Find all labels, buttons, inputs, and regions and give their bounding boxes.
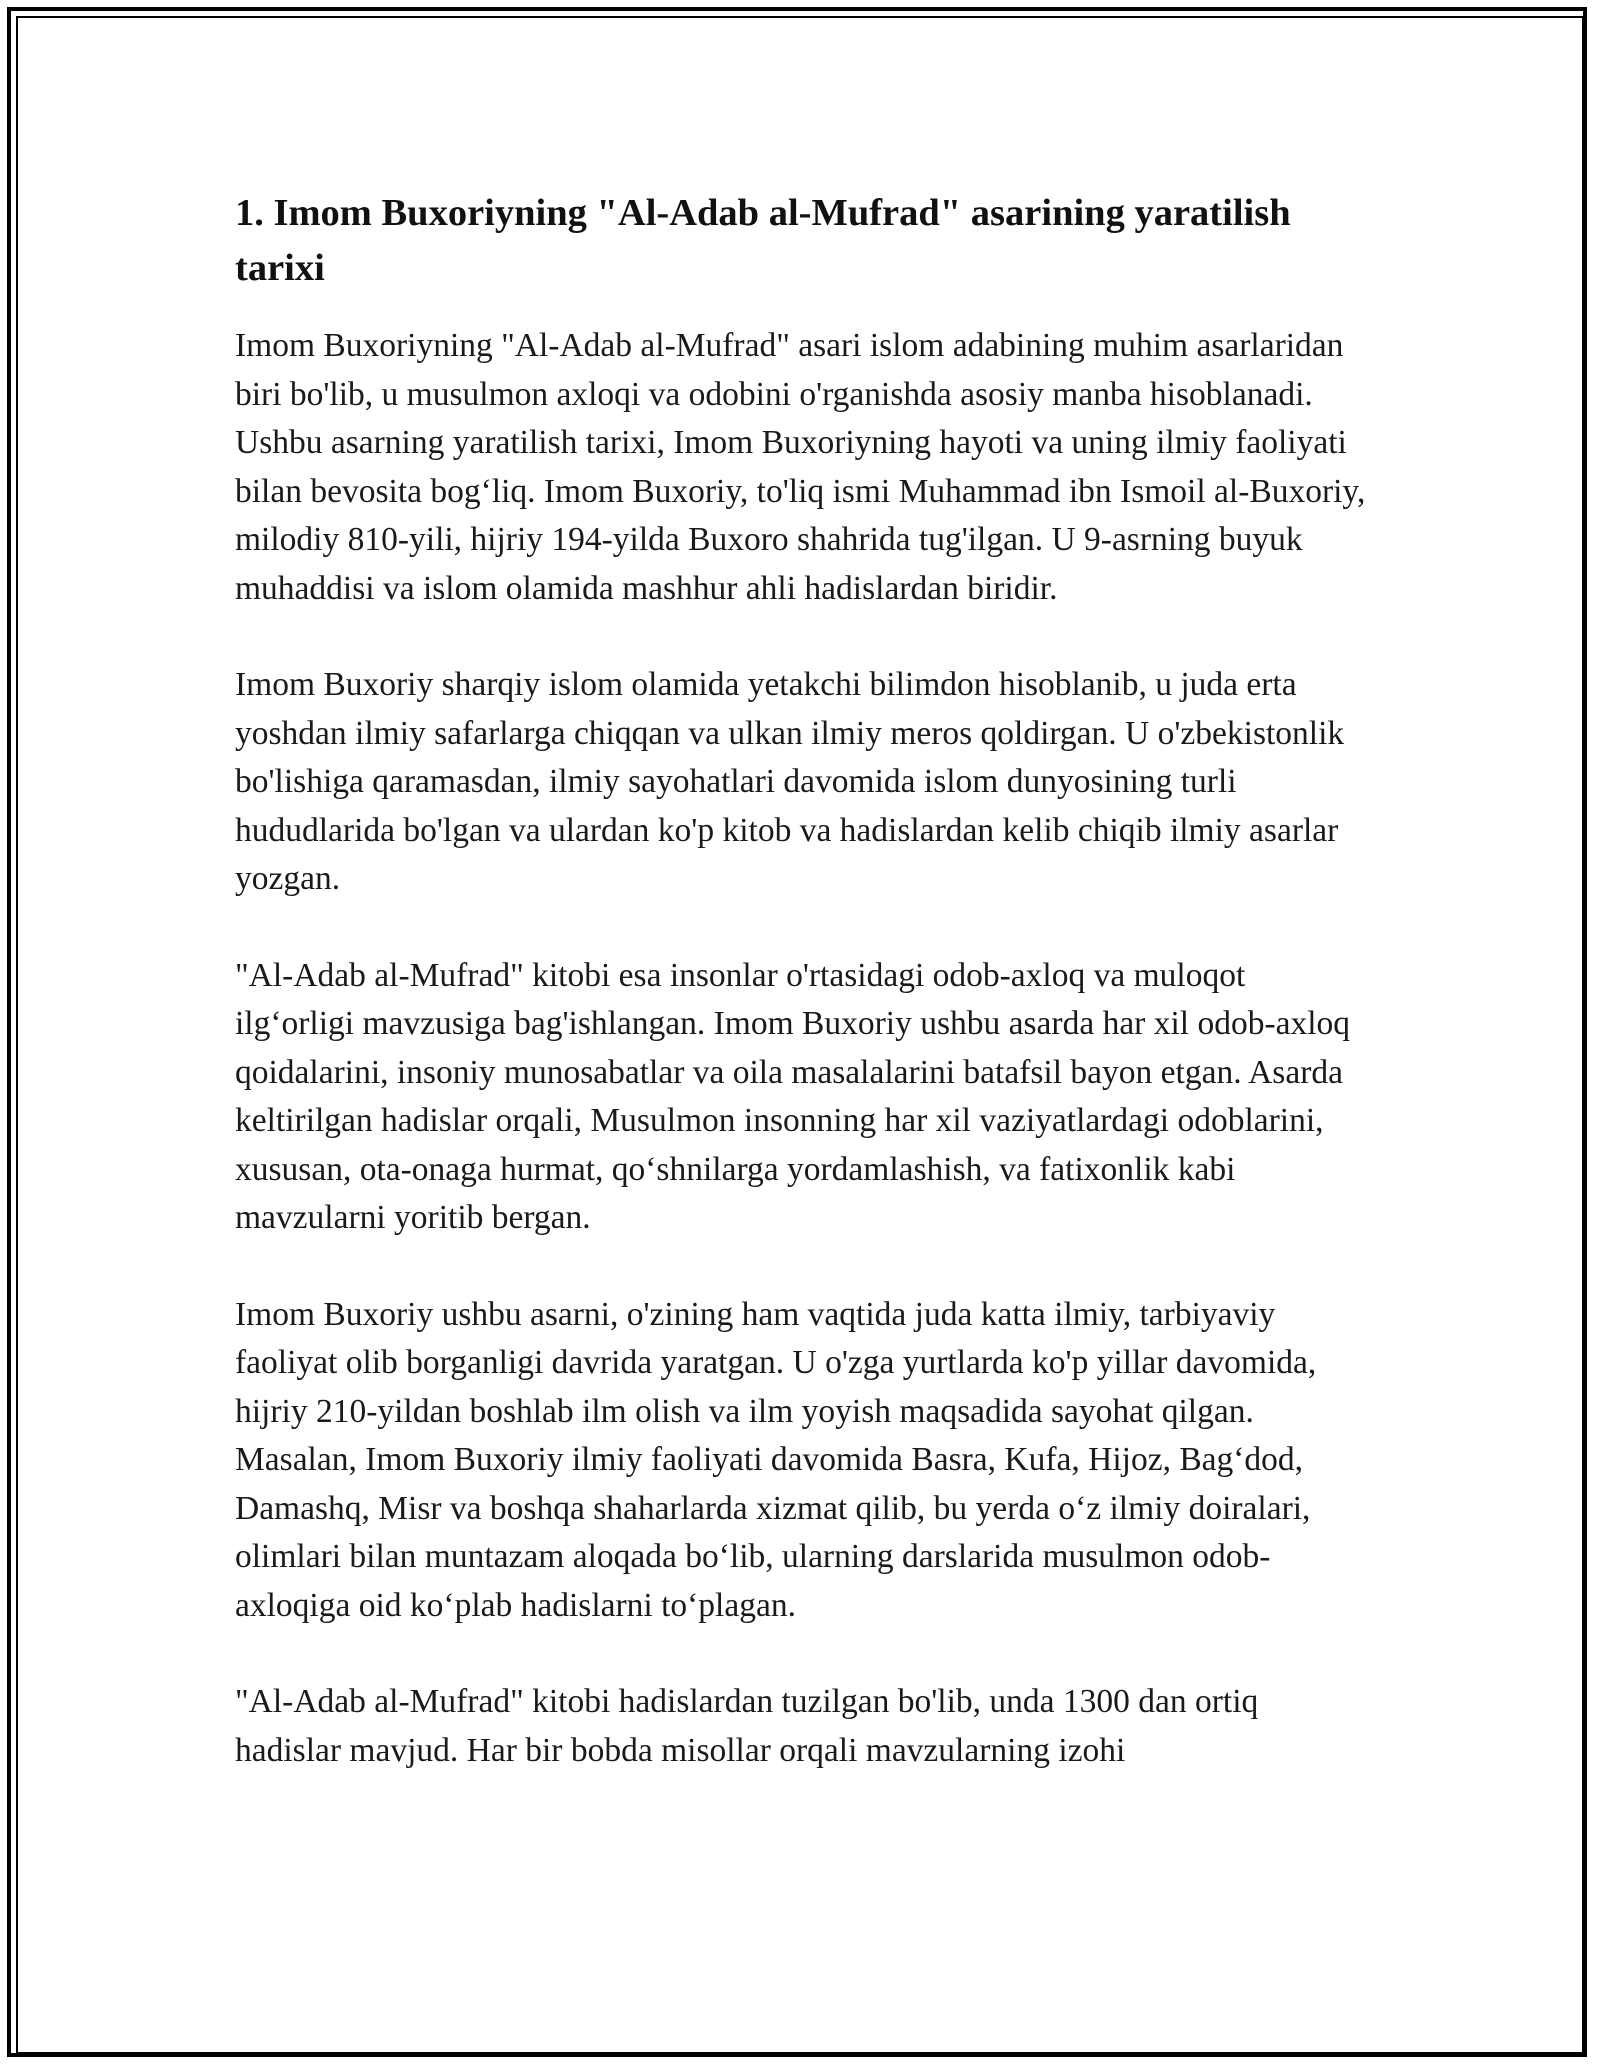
- paragraph-1: Imom Buxoriyning "Al-Adab al-Mufrad" asari islom adabining muhim asarlaridan biri bo'lib, u musulmon axloqi va odobini o'rganishda asosiy manba hisoblanadi. Ushbu asarning yaratilish tarixi, Imom Buxoriyning hayoti va uning ilmiy faoliyati bilan bevosita bog‘liq. Imom Buxoriy, to'liq ismi Muhammad ibn Ismoil al-Buxoriy, milodiy 810-yili, hijriy 194-yilda Buxoro shahrida tug'ilgan. U 9-asrning buyuk muhaddisi va islom olamida mashhur ahli hadislardan biridir.: [235, 327, 1366, 607]
- paragraph-4: Imom Buxoriy ushbu asarni, o'zining ham vaqtida juda katta ilmiy, tarbiyaviy faoliyat olib borganligi davrida yaratgan. U o'zga yurtlarda ko'p yillar davomida, hijriy 210-yildan boshlab ilm olish va ilm yoyish maqsadida sayohat qilgan. Masalan, Imom Buxoriy ilmiy faoliyati davomida Basra, Kufa, Hijoz, Bag‘dod, Damashq, Misr va boshqa shaharlarda xizmat qilib, bu yerda o‘z ilmiy doiralari, olimlari bilan muntazam aloqada bo‘lib, ularning darslarida musulmon odob-axloqiga oid ko‘plab hadislarni to‘plagan.: [235, 1295, 1317, 1624]
- paragraph-2: Imom Buxoriy sharqiy islom olamida yetakchi bilimdon hisoblanib, u juda erta yoshdan ilmiy safarlarga chiqqan va ulkan ilmiy meros qoldirgan. U o'zbekistonlik bo'lishiga qaramasdan, ilmiy sayohatlari davomida islom dunyosining turli hududlarida bo'lgan va ulardan ko'p kitob va hadislardan kelib chiqib ilmiy asarlar yozgan.: [235, 666, 1345, 897]
- section-heading: 1. Imom Buxoriyning "Al-Adab al-Mufrad" asarining yaratilish tarixi: [235, 192, 1291, 289]
- paragraph-3: "Al-Adab al-Mufrad" kitobi esa insonlar o'rtasidagi odob-axloq va muloqot ilg‘orligi mavzusiga bag'ishlangan. Imom Buxoriy ushbu asarda har xil odob-axloq qoidalarini, insoniy munosabatlar va oila masalalarini batafsil bayon etgan. Asarda keltirilgan hadislar orqali, Musulmon insonning har xil vaziyatlardagi odoblarini, xususan, ota-onaga hurmat, qo‘shnilarga yordamlashish, va fatixonlik kabi mavzularni yoritib bergan.: [235, 956, 1351, 1236]
- paragraph-5: "Al-Adab al-Mufrad" kitobi hadislardan tuzilgan bo'lib, unda 1300 dan ortiq hadislar mavjud. Har bir bobda misollar orqali mavzularning izohi: [235, 1683, 1259, 1769]
- document-body: [235, 186, 1370, 1823]
